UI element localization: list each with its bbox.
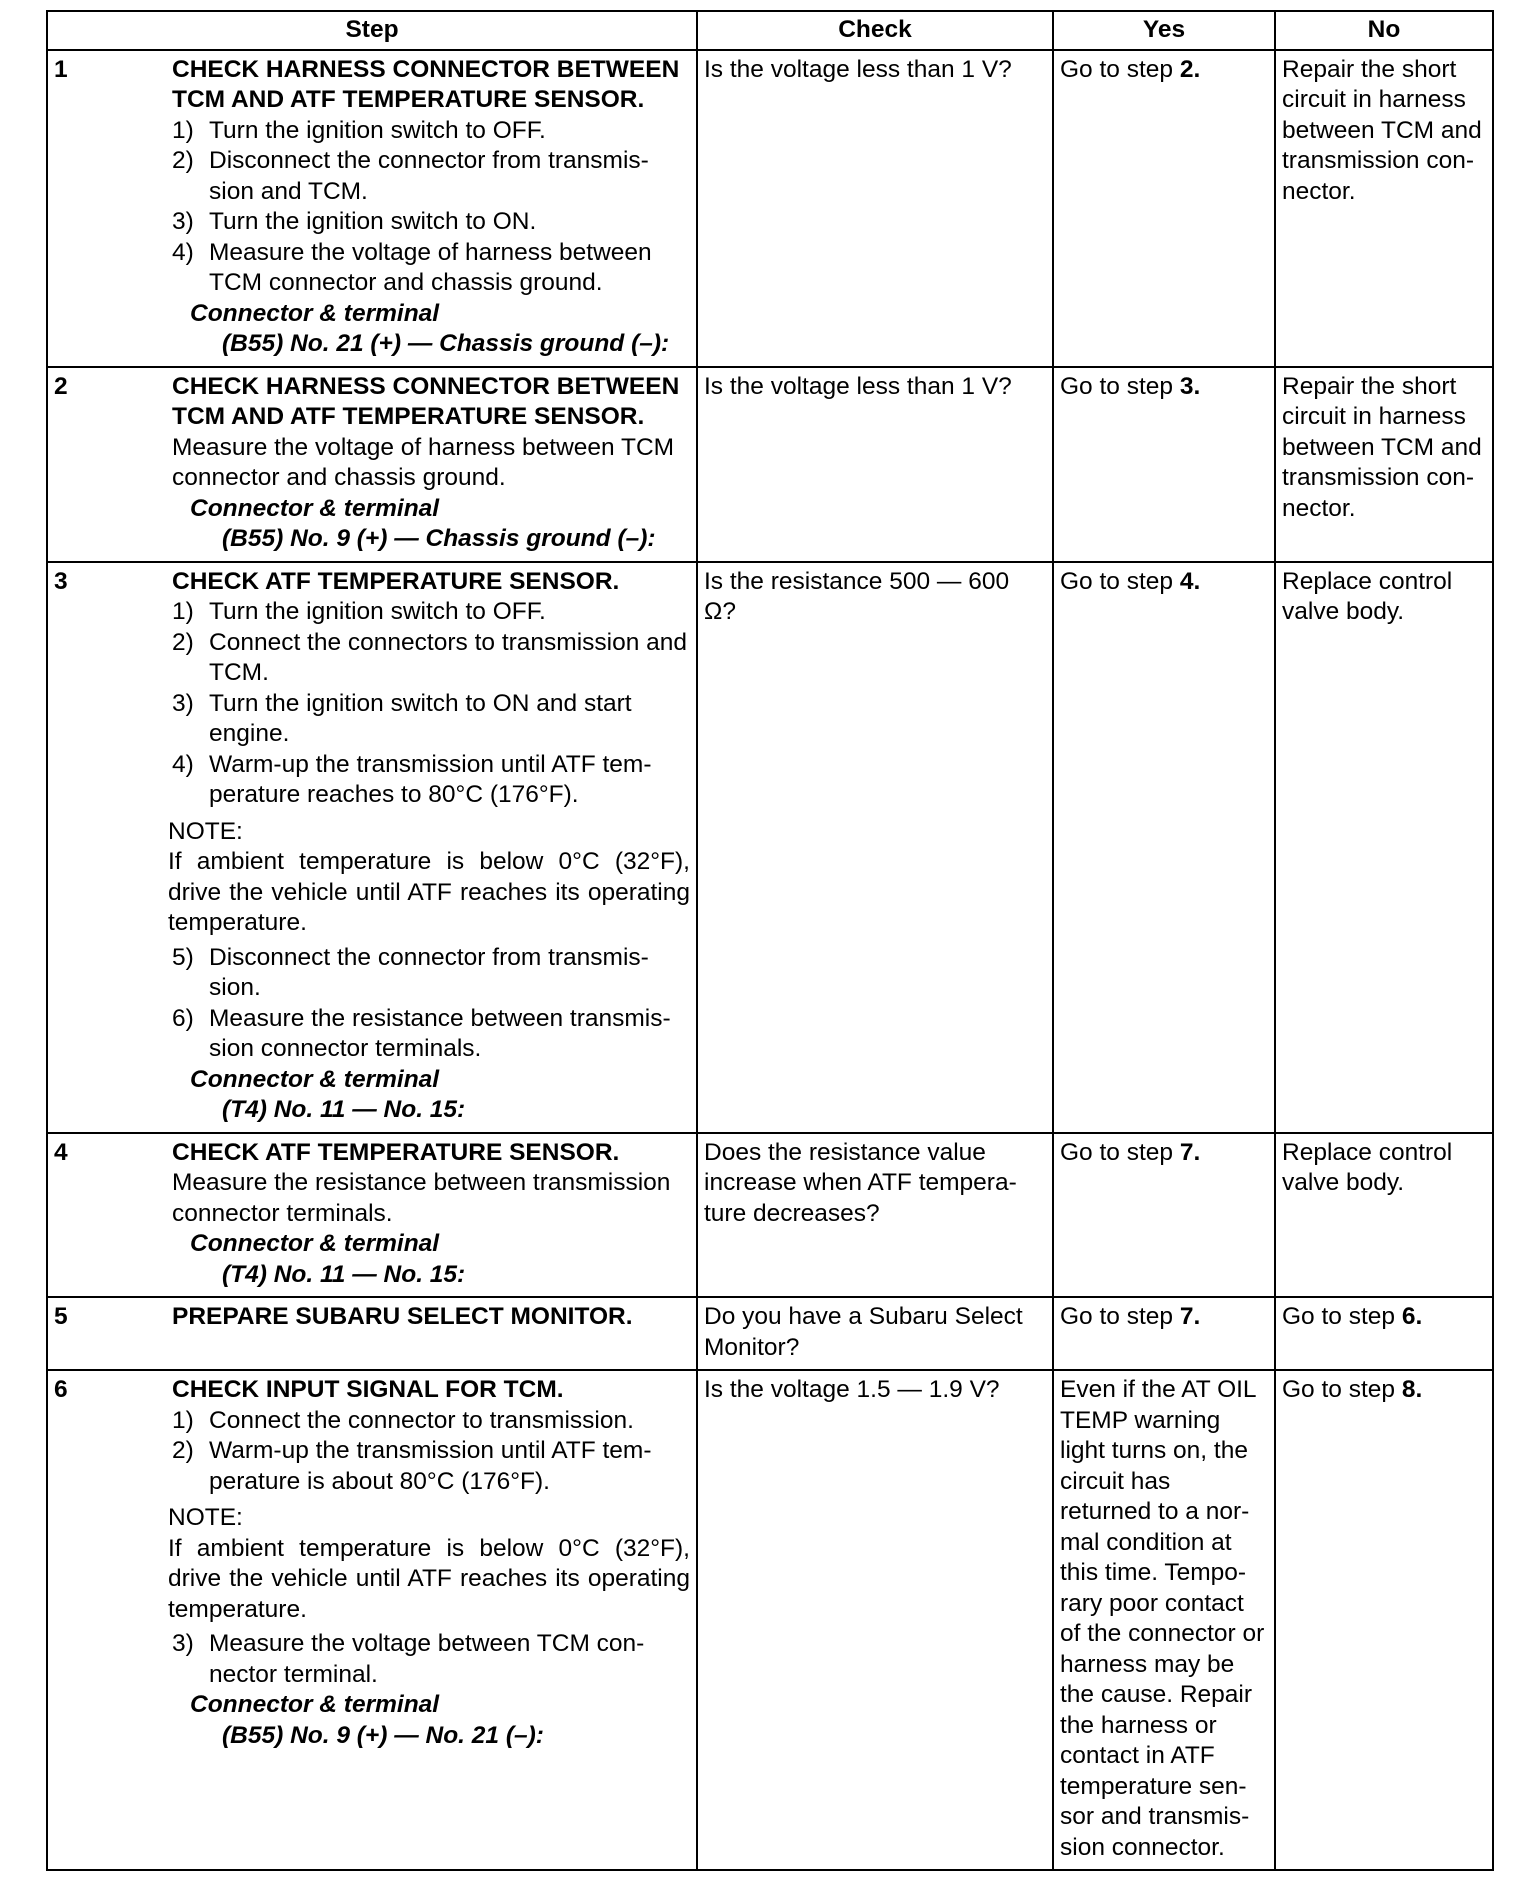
step-list-item-text: Warm-up the transmission until ATF tem- perature is about 80°C (176°F).: [209, 1437, 652, 1495]
step-number: 3: [54, 567, 68, 595]
diagnostic-table: [46, 10, 1494, 1871]
step-list-item-text: Measure the resistance between transmis- sion connector terminals.: [209, 1004, 671, 1062]
step-title: CHECK ATF TEMPERATURE SENSOR.: [172, 567, 620, 595]
step-list-item-text: Connect the connectors to transmission and TCM.: [209, 628, 688, 686]
connector-terminal: (B55) No. 21 (+) — Chassis ground (–):: [222, 330, 670, 357]
yes-cell: [1053, 367, 1275, 562]
step-list-item-text: Disconnect the connector from transmis- sion.: [209, 943, 649, 1001]
step-list-item-number: 3): [172, 689, 194, 717]
step-list-item-number: 3): [172, 1630, 194, 1657]
step-list-item-text: Disconnect the connector from transmis- sion and TCM.: [209, 147, 649, 205]
step-list-item: [172, 207, 690, 238]
step-list-item-text: Turn the ignition switch to OFF.: [209, 116, 546, 144]
step-title: CHECK HARNESS CONNECTOR BETWEEN TCM AND ATF TEMPERATURE SENSOR.: [172, 55, 680, 113]
yes-text: Go to step: [1060, 1303, 1180, 1330]
header-check: Check: [697, 11, 1053, 50]
step-cell: [47, 562, 697, 1133]
yes-cell: [1053, 1133, 1275, 1298]
step-description: Measure the resistance between transmission connector terminals.: [172, 1169, 671, 1227]
yes-step-ref: 7.: [1179, 1138, 1201, 1166]
note-label: NOTE:: [168, 817, 243, 845]
no-step-ref: 8.: [1401, 1376, 1423, 1403]
step-title: CHECK HARNESS CONNECTOR BETWEEN TCM AND ATF TEMPERATURE SENSOR.: [172, 372, 680, 430]
yes-step-ref: 2.: [1179, 55, 1201, 83]
step-title: PREPARE SUBARU SELECT MONITOR.: [172, 1303, 633, 1330]
step-body: [172, 1138, 690, 1291]
step-number: 5: [54, 1303, 68, 1330]
step-number: 2: [54, 372, 68, 400]
step-list-item-text: Turn the ignition switch to OFF.: [209, 598, 546, 625]
no-cell: [1275, 1370, 1493, 1870]
step-title: CHECK INPUT SIGNAL FOR TCM.: [172, 1376, 564, 1403]
step-list-item-number: 1): [172, 116, 194, 144]
yes-text: Go to step: [1060, 567, 1180, 595]
step-list-item: [172, 1629, 690, 1690]
step-list: [172, 116, 690, 299]
step-list-item-text: Measure the voltage between TCM con- nector terminal.: [209, 1630, 645, 1688]
connector-label: Connector & terminal: [190, 1065, 440, 1093]
step-list-item: [172, 943, 690, 1004]
step-list-item: [172, 116, 690, 147]
step-list-item-number: 3): [172, 208, 194, 235]
check-cell: Is the voltage 1.5 — 1.9 V?: [697, 1370, 1053, 1870]
step-list-item-text: Measure the voltage of harness between TCM connector and chassis ground.: [209, 238, 652, 296]
step-list: [172, 597, 690, 811]
connector-terminal: (B55) No. 9 (+) — Chassis ground (–):: [222, 525, 656, 552]
step-list-item-number: 2): [172, 628, 194, 656]
step-description: Measure the voltage of harness between TCM connector and chassis ground.: [172, 433, 675, 491]
no-cell: [1275, 1297, 1493, 1370]
header-yes: Yes: [1053, 11, 1275, 50]
step-cell: [47, 1297, 697, 1370]
no-step-ref: 6.: [1401, 1303, 1423, 1330]
step-cell: [47, 1133, 697, 1298]
step-list-item-number: 2): [172, 147, 194, 174]
step-number: 1: [54, 55, 68, 83]
no-text: Go to step: [1282, 1376, 1402, 1403]
step-number: 6: [54, 1376, 68, 1403]
yes-text: Go to step: [1060, 372, 1180, 400]
yes-step-ref: 3.: [1179, 372, 1201, 400]
step-list-item: [172, 1004, 690, 1065]
note-label: NOTE:: [168, 1504, 243, 1531]
no-cell: [1275, 367, 1493, 562]
step-title: CHECK ATF TEMPERATURE SENSOR.: [172, 1138, 620, 1166]
header-step: Step: [47, 11, 697, 50]
check-cell: Do you have a Subaru Select Monitor?: [697, 1297, 1053, 1370]
yes-text: Go to step: [1060, 1138, 1180, 1166]
step-list-item: [172, 238, 690, 299]
step-list-item-number: 2): [172, 1437, 194, 1464]
table-row: [47, 367, 1493, 562]
step-list-item-text: Turn the ignition switch to ON and start engine.: [209, 689, 632, 747]
yes-cell: [1053, 1297, 1275, 1370]
step-list: [172, 1629, 690, 1690]
note-block: [168, 1503, 690, 1625]
connector-label: Connector & terminal: [190, 299, 440, 327]
note-text: If ambient temperature is below 0°C (32°F), drive the vehicle until ATF reaches its operating temperature.: [168, 1534, 690, 1623]
step-body: [172, 1302, 690, 1333]
no-text: Repair the short circuit in harness between TCM and transmission con- nector.: [1282, 372, 1482, 522]
header-no: No: [1275, 11, 1493, 50]
table-row: [47, 1133, 1493, 1298]
table-row: [47, 1297, 1493, 1370]
step-list-item: [172, 1406, 690, 1437]
step-list-item-number: 1): [172, 1406, 194, 1434]
step-list-item: [172, 750, 690, 811]
connector-label: Connector & terminal: [190, 1230, 440, 1257]
step-list-item: [172, 597, 690, 628]
step-list-item: [172, 146, 690, 207]
step-list-item-text: Connect the connector to transmission.: [209, 1406, 634, 1434]
step-body: [172, 372, 690, 555]
step-list-item-text: Turn the ignition switch to ON.: [209, 208, 537, 235]
no-text: Repair the short circuit in harness between TCM and transmission con- nector.: [1282, 55, 1482, 205]
step-list-item-number: 1): [172, 598, 194, 625]
no-cell: [1275, 50, 1493, 367]
step-list-item-number: 4): [172, 238, 194, 266]
yes-cell: [1053, 50, 1275, 367]
no-text: Replace control valve body.: [1282, 1138, 1453, 1196]
note-block: [168, 817, 690, 939]
yes-text: Go to step: [1060, 55, 1180, 83]
header-row: [47, 11, 1493, 50]
step-cell: [47, 1370, 697, 1870]
step-body: [168, 1375, 690, 1751]
step-list-item: [172, 1436, 690, 1497]
note-text: If ambient temperature is below 0°C (32°F), drive the vehicle until ATF reaches its operating temperature.: [168, 848, 690, 936]
connector-terminal: (T4) No. 11 — No. 15:: [222, 1096, 466, 1123]
yes-cell: [1053, 562, 1275, 1133]
step-cell: [47, 367, 697, 562]
no-text: Go to step: [1282, 1303, 1402, 1330]
step-cell: [47, 50, 697, 367]
check-cell: Does the resistance value increase when ATF tempera- ture decreases?: [697, 1133, 1053, 1298]
check-cell: Is the voltage less than 1 V?: [697, 367, 1053, 562]
step-number: 4: [54, 1138, 68, 1166]
no-cell: [1275, 562, 1493, 1133]
yes-step-ref: 4.: [1179, 567, 1201, 595]
check-cell: Is the resistance 500 — 600 Ω?: [697, 562, 1053, 1133]
no-cell: [1275, 1133, 1493, 1298]
page: [46, 10, 1492, 1871]
step-list: [172, 943, 690, 1065]
step-list-item-number: 5): [172, 943, 194, 971]
table-row: [47, 50, 1493, 367]
connector-label: Connector & terminal: [190, 1691, 440, 1718]
step-list-item-text: Warm-up the transmission until ATF tem- perature reaches to 80°C (176°F).: [209, 750, 652, 808]
yes-text: Even if the AT OIL TEMP warning light turns on, the circuit has returned to a nor- mal condition at this time. Tempo- rary poor contact of the connector or harness may be the cause. Repair the harness or contact in ATF temperature sen- sor and transmis- sion connector.: [1060, 1376, 1265, 1861]
step-list-item: [172, 689, 690, 750]
step-body: [172, 55, 690, 360]
connector-terminal: (B55) No. 9 (+) — No. 21 (–):: [222, 1721, 544, 1749]
step-list: [172, 1406, 690, 1498]
step-body: [168, 567, 690, 1126]
connector-label: Connector & terminal: [190, 494, 440, 522]
no-text: Replace control valve body.: [1282, 567, 1453, 625]
connector-terminal: (T4) No. 11 — No. 15:: [222, 1260, 466, 1288]
table-row: [47, 1370, 1493, 1870]
check-cell: Is the voltage less than 1 V?: [697, 50, 1053, 367]
table-row: [47, 562, 1493, 1133]
yes-cell: [1053, 1370, 1275, 1870]
yes-step-ref: 7.: [1179, 1303, 1201, 1330]
step-list-item-number: 6): [172, 1004, 194, 1032]
step-list-item: [172, 628, 690, 689]
step-list-item-number: 4): [172, 750, 194, 778]
